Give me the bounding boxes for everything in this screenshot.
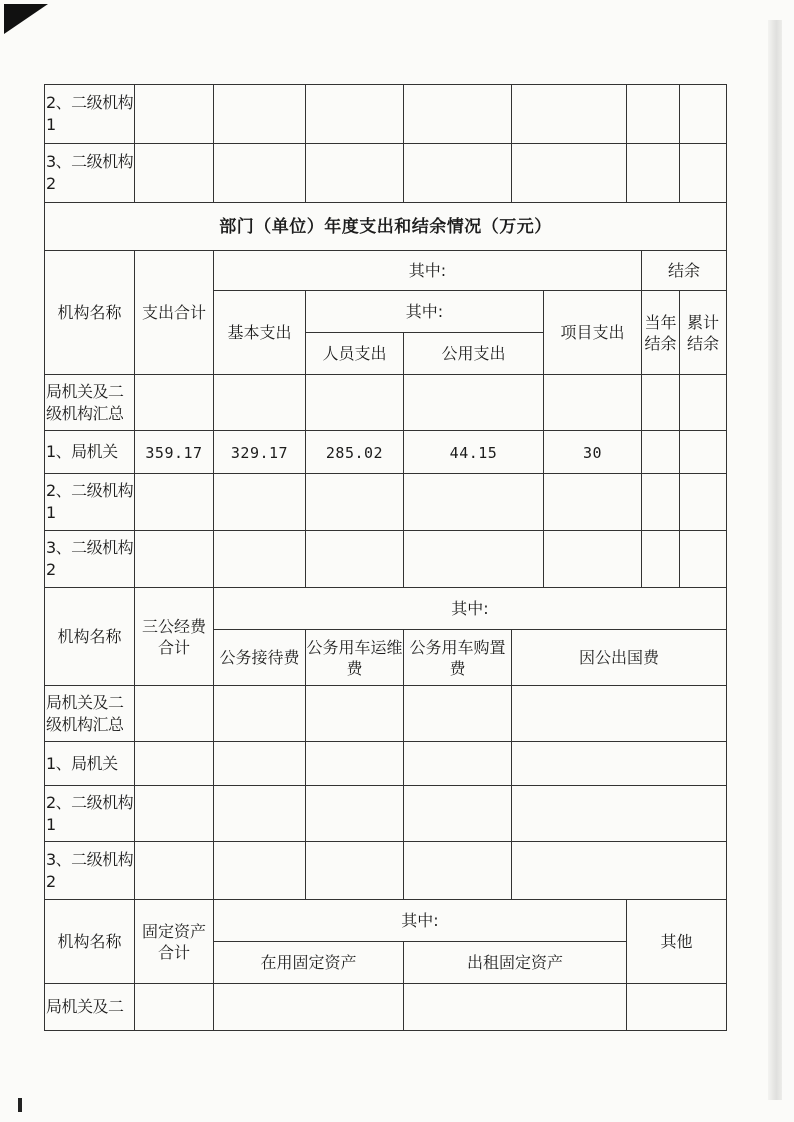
- scan-edge-shadow: [768, 20, 782, 1100]
- org-name-cell: 局机关及二: [45, 984, 135, 1031]
- org-name-header: 机构名称: [45, 251, 135, 375]
- table-row: [45, 85, 727, 144]
- org-name-cell: 2、二级机构1: [45, 85, 135, 144]
- vehicle-purchase-fee-header: 公务用车购置费: [404, 630, 512, 686]
- basic-expenditure-header: 基本支出: [214, 291, 306, 375]
- cumulative-balance-header: 累计结余: [680, 291, 727, 375]
- of-which-header: 其中:: [214, 588, 727, 630]
- table-row: [45, 786, 727, 842]
- project-expenditure-header: 项目支出: [544, 291, 642, 375]
- basic-of-which-header: 其中:: [306, 291, 544, 333]
- org-name-cell: 局机关及二级机构汇总: [45, 686, 135, 742]
- leased-fixed-assets-header: 出租固定资产: [404, 942, 627, 984]
- balance-header: 结余: [642, 251, 727, 291]
- expenditure-section-title: 部门（单位）年度支出和结余情况（万元）: [45, 203, 727, 251]
- table-row: [45, 144, 727, 203]
- project-value: 30: [544, 431, 642, 474]
- total-expenditure-header: 支出合计: [135, 251, 214, 375]
- basic-value: 329.17: [214, 431, 306, 474]
- table-row: [45, 742, 727, 786]
- table-row: [45, 375, 727, 431]
- table-row: [45, 686, 727, 742]
- org-name-cell: 3、二级机构2: [45, 144, 135, 203]
- org-name-cell: 3、二级机构2: [45, 842, 135, 900]
- org-name-header: 机构名称: [45, 900, 135, 984]
- org-name-cell: 2、二级机构1: [45, 474, 135, 531]
- total-value: 359.17: [135, 431, 214, 474]
- table-row: [45, 984, 727, 1031]
- org-name-header: 机构名称: [45, 588, 135, 686]
- table-row: [45, 842, 727, 900]
- table-row: [45, 431, 727, 474]
- personnel-value: 285.02: [306, 431, 404, 474]
- of-which-header: 其中:: [214, 900, 627, 942]
- org-name-cell: 1、局机关: [45, 742, 135, 786]
- scan-tick-mark: [18, 1098, 22, 1112]
- of-which-header: 其中:: [214, 251, 642, 291]
- org-name-cell: 2、二级机构1: [45, 786, 135, 842]
- other-header: 其他: [627, 900, 727, 984]
- org-name-cell: 1、局机关: [45, 431, 135, 474]
- table-row: [45, 531, 727, 588]
- personnel-expenditure-header: 人员支出: [306, 333, 404, 375]
- scan-corner-mark: [4, 4, 48, 34]
- three-public-total-header: 三公经费合计: [135, 588, 214, 686]
- org-name-cell: 局机关及二级机构汇总: [45, 375, 135, 431]
- current-year-balance-header: 当年结余: [642, 291, 680, 375]
- table-row: [45, 474, 727, 531]
- in-use-fixed-assets-header: 在用固定资产: [214, 942, 404, 984]
- public-expenditure-header: 公用支出: [404, 333, 544, 375]
- reception-fee-header: 公务接待费: [214, 630, 306, 686]
- vehicle-maintenance-fee-header: 公务用车运维费: [306, 630, 404, 686]
- org-name-cell: 3、二级机构2: [45, 531, 135, 588]
- fixed-assets-total-header: 固定资产合计: [135, 900, 214, 984]
- public-value: 44.15: [404, 431, 544, 474]
- overseas-travel-fee-header: 因公出国费: [512, 630, 727, 686]
- budget-table: [44, 84, 727, 1031]
